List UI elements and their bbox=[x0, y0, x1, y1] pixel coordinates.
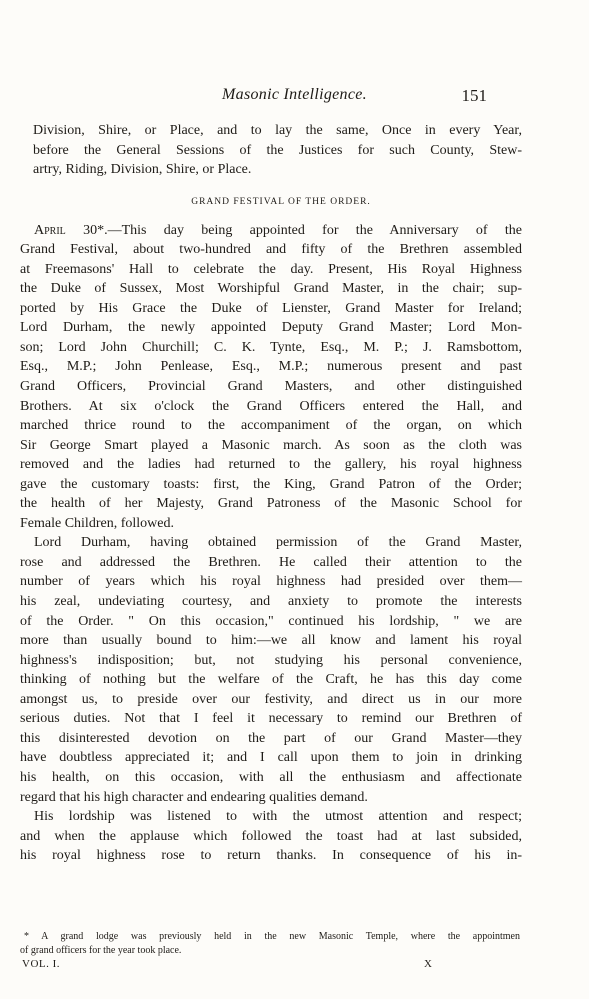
text-line: of the Order. " On this occasion," continued his lordship, " we are bbox=[20, 613, 522, 629]
text-line: marched thrice round to the accompaniment of the organ, on which bbox=[20, 418, 522, 434]
text-line: Division, Shire, or Place, and to lay the same, Once in every Year, bbox=[33, 123, 522, 138]
text-line: more than usually bound to him:—we all know and lament his royal bbox=[20, 633, 522, 649]
text-line: Brothers. At six o'clock the Grand Officers entered the Hall, and bbox=[20, 398, 522, 414]
text-line: amongst us, to preside over our festivity, and direct us in our more bbox=[20, 691, 522, 707]
text-line: son; Lord John Churchill; C. K. Tynte, Esq., M. P.; J. Ramsbottom, bbox=[20, 339, 522, 355]
carryover-paragraph bbox=[20, 121, 522, 180]
signature-mark: X bbox=[424, 958, 432, 970]
text-line: Grand Officers, Provincial Grand Masters, and other distinguished bbox=[20, 379, 522, 395]
text-line: gave the customary toasts: first, the King, Grand Patron of the Order; bbox=[20, 476, 522, 492]
running-title: Masonic Intelligence. bbox=[222, 86, 367, 103]
text-line: and when the applause which followed the toast had at last subsided, bbox=[20, 828, 522, 844]
section-heading: GRAND FESTIVAL OF THE ORDER. bbox=[191, 196, 371, 207]
text-line: Grand Festival, about two-hundred and fifty of the Brethren assembled bbox=[20, 242, 522, 258]
text-line: removed and the ladies had returned to the gallery, his royal highness bbox=[20, 457, 522, 473]
text-line: Lord Durham, having obtained permission of the Grand Master, bbox=[34, 535, 522, 551]
text-line: regard that his high character and endearing qualities demand. bbox=[20, 789, 368, 805]
text-line: number of years which his royal highness had presided over them— bbox=[20, 574, 522, 590]
paragraph-festival bbox=[20, 221, 522, 534]
text-line: thinking of nothing but the welfare of the Craft, he has this day come bbox=[20, 672, 522, 688]
text-line: this disinterested devotion on the part of our Grand Master—they bbox=[20, 730, 522, 746]
running-head bbox=[0, 86, 589, 108]
text-line: His lordship was listened to with the utmost attention and respect; bbox=[34, 809, 522, 825]
text-line: the Duke of Sussex, Most Worshipful Grand Master, in the chair; sup- bbox=[20, 281, 522, 297]
text-line: Sir George Smart played a Masonic march. As soon as the cloth was bbox=[20, 437, 522, 453]
text-line: have doubtless appreciated it; and I call upon them to join in drinking bbox=[20, 750, 522, 766]
date-word: April bbox=[34, 222, 66, 238]
text-line: the health of her Majesty, Grand Patroness of the Masonic School for bbox=[20, 496, 522, 512]
signature-line bbox=[22, 958, 432, 972]
text-line: his health, on this occasion, with all the enthusiasm and affectionate bbox=[20, 769, 522, 785]
paragraph-thanks bbox=[20, 807, 522, 866]
text-line: artry, Riding, Division, Shire, or Place. bbox=[33, 162, 252, 178]
text-line: rose and addressed the Brethren. He called their attention to the bbox=[20, 554, 522, 570]
text-line: before the General Sessions of the Justices for such County, Stew- bbox=[33, 142, 522, 158]
text-line: serious duties. Not that I feel it necessary to remind our Brethren of bbox=[20, 711, 522, 727]
text-line bbox=[20, 221, 522, 241]
text-line: at Freemasons' Hall to celebrate the day. Present, His Royal Highness bbox=[20, 261, 522, 277]
footnote bbox=[20, 930, 520, 957]
text-line: ported by His Grace the Duke of Lienster, Grand Master for Ireland; bbox=[20, 300, 522, 316]
footnote-line: of grand officers for the year took place. bbox=[20, 944, 182, 956]
text-line: his royal highness rose to return thanks. In consequence of his in- bbox=[20, 848, 522, 864]
footnote-line: * A grand lodge was previously held in the new Masonic Temple, where the appointmen bbox=[24, 931, 520, 942]
text-line: Esq., M.P.; John Penlease, Esq., M.P.; numerous present and past bbox=[20, 359, 522, 375]
text-line: Female Children, followed. bbox=[20, 515, 174, 531]
text-line: highness's indisposition; but, not studying his personal convenience, bbox=[20, 652, 522, 668]
volume-label: VOL. I. bbox=[22, 958, 61, 970]
text-line: his zeal, undeviating courtesy, and anxiety to promote the interests bbox=[20, 594, 522, 610]
text-fragment: 30*.—This day being appointed for the Anniversary of the bbox=[65, 222, 522, 238]
text-line: Lord Durham, the newly appointed Deputy Grand Master; Lord Mon- bbox=[20, 320, 522, 336]
body-text bbox=[20, 121, 522, 866]
page-number: 151 bbox=[461, 86, 487, 105]
paragraph-durham-speech bbox=[20, 533, 522, 807]
